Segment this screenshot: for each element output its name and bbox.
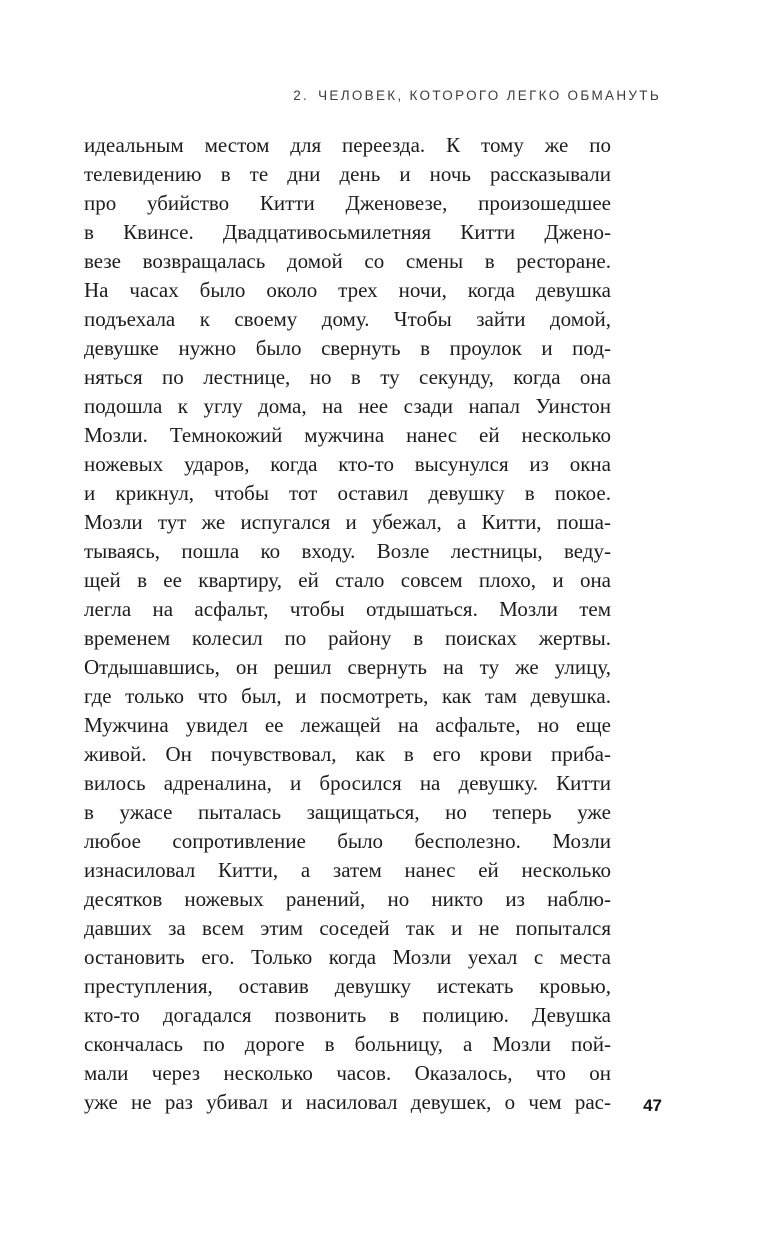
text-line: щей в ее квартиру, ей стало совсем плохо, и она: [84, 568, 611, 592]
text-line: преступления, оставив девушку истекать кровью,: [84, 974, 611, 998]
text-line: легла на асфальт, чтобы отдышаться. Мозли тем: [84, 597, 611, 621]
text-line: изнасиловал Китти, а затем нанес ей несколько: [84, 858, 611, 882]
page-number: 47: [643, 1096, 662, 1115]
text-line: давших за всем этим соседей так и не попытался: [84, 916, 611, 940]
text-line: десятков ножевых ранений, но никто из наблю-: [84, 887, 611, 911]
text-line: про убийство Китти Дженовезе, произошедшее: [84, 191, 611, 215]
text-line: временем колесил по району в поисках жертвы.: [84, 626, 611, 650]
text-line: На часах было около трех ночи, когда девушка: [84, 278, 611, 302]
text-line: Мужчина увидел ее лежащей на асфальте, но еще: [84, 713, 611, 737]
text-line: любое сопротивление было бесполезно. Мозли: [84, 829, 611, 853]
text-line: вилось адреналина, и бросился на девушку. Китти: [84, 771, 611, 795]
text-line: Отдышавшись, он решил свернуть на ту же улицу,: [84, 655, 611, 679]
text-line: остановить его. Только когда Мозли уехал с места: [84, 945, 611, 969]
text-line: мали через несколько часов. Оказалось, что он: [84, 1061, 611, 1085]
text-line: в ужасе пыталась защищаться, но теперь уже: [84, 800, 611, 824]
text-line: везе возвращалась домой со смены в ресторане.: [84, 249, 611, 273]
text-line: Мозли. Темнокожий мужчина нанес ей несколько: [84, 423, 611, 447]
text-line: уже не раз убивал и насиловал девушек, о чем рас-: [84, 1090, 611, 1114]
body-text-block: [84, 131, 611, 1117]
text-line: где только что был, и посмотреть, как там девушка.: [84, 684, 611, 708]
text-line: подъехала к своему дому. Чтобы зайти домой,: [84, 307, 611, 331]
text-line: няться по лестнице, но в ту секунду, когда она: [84, 365, 611, 389]
text-line: кто-то догадался позвонить в полицию. Девушка: [84, 1003, 611, 1027]
text-line: живой. Он почувствовал, как в его крови приба-: [84, 742, 611, 766]
text-line: девушке нужно было свернуть в проулок и под-: [84, 336, 611, 360]
text-line: в Квинсе. Двадцативосьмилетняя Китти Джено-: [84, 220, 611, 244]
text-line: ножевых ударов, когда кто-то высунулся из окна: [84, 452, 611, 476]
text-line: тываясь, пошла ко входу. Возле лестницы, веду-: [84, 539, 611, 563]
text-line: подошла к углу дома, на нее сзади напал Уинстон: [84, 394, 611, 418]
text-line: идеальным местом для переезда. К тому же по: [84, 133, 611, 157]
chapter-number: 2.: [293, 88, 310, 103]
text-line: и крикнул, чтобы тот оставил девушку в покое.: [84, 481, 611, 505]
running-header: [293, 88, 661, 103]
text-line: скончалась по дороге в больницу, а Мозли пой-: [84, 1032, 611, 1056]
text-line: Мозли тут же испугался и убежал, а Китти, поша-: [84, 510, 611, 534]
text-line: телевидению в те дни день и ночь рассказывали: [84, 162, 611, 186]
chapter-title: ЧЕЛОВЕК, КОТОРОГО ЛЕГКО ОБМАНУТЬ: [318, 88, 661, 103]
